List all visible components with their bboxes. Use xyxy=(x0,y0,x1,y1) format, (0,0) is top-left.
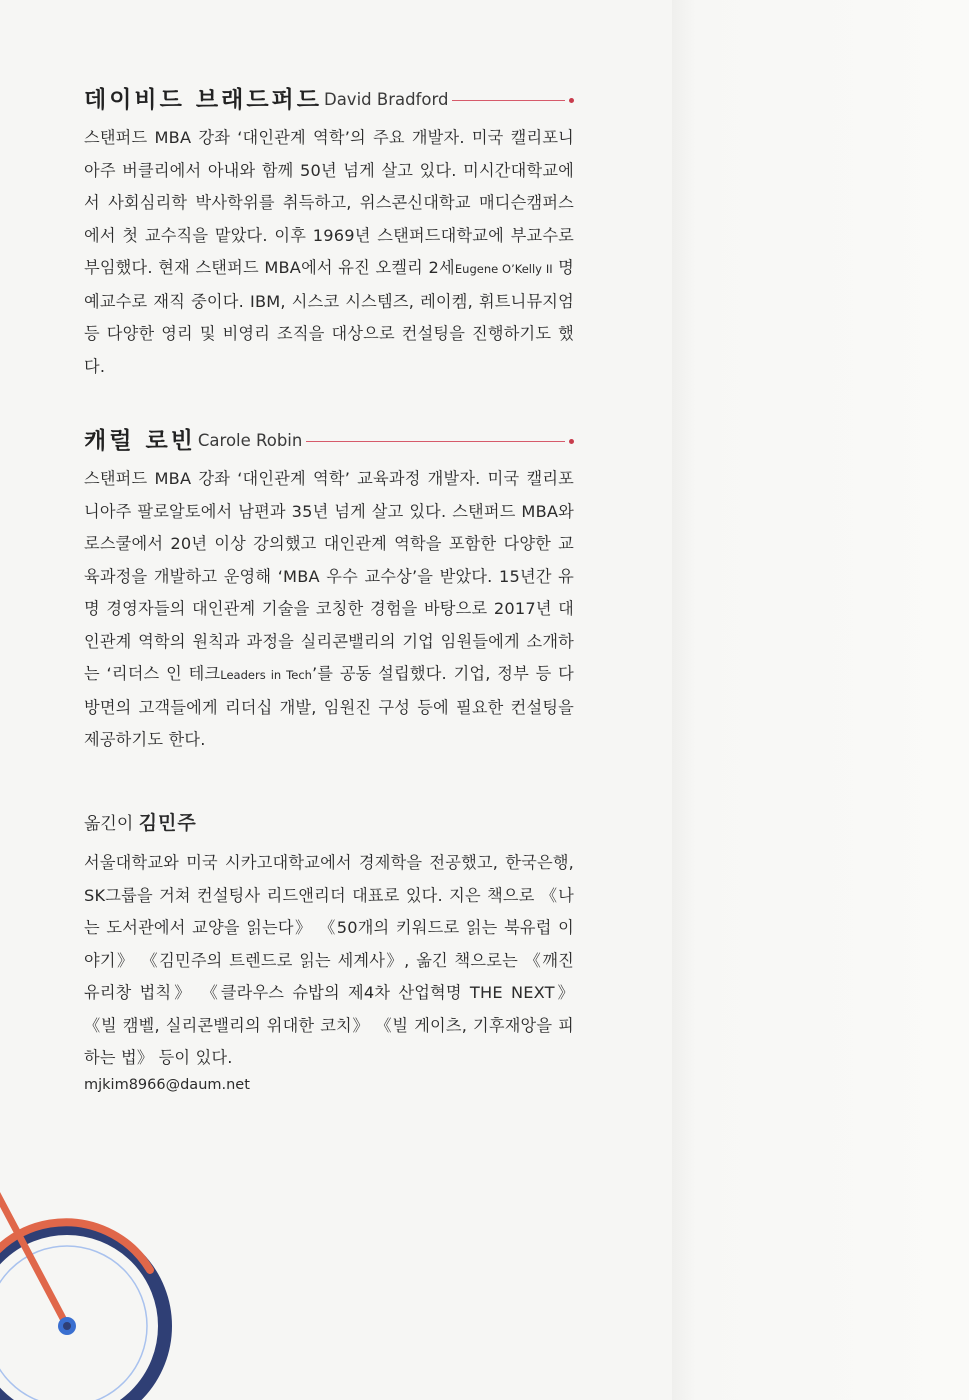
bio-text: 스탠퍼드 MBA 강좌 ‘대인관계 역학’ 교육과정 개발자. 미국 캘리포니아주 팔로알토에서 남편과 35년 넘게 살고 있다. 스탠퍼드 MBA와 로스쿨에서 20년 이상 강의했고 대인관계 역학을 포함한 다양한 교육과정을 개발하고 운영해 ‘MBA 우수 교수상’을 받았다. 15년간 유명 경영자들의 대인관계 기술을 코칭한 경험을 바탕으로 2017년 대인관계 역학의 원칙과 과정을 실리콘밸리의 기업 임원들에게 소개하는 ‘리더스 인 테크 xyxy=(84,469,574,683)
author-bio xyxy=(84,122,574,383)
translator-bio: 서울대학교와 미국 시카고대학교에서 경제학을 전공했고, 한국은행, SK그룹을 거쳐 컨설팅사 리드앤리더 대표로 있다. 지은 책으로 《나는 도서관에서 교양을 읽는다》 《50개의 키워드로 읽는 북유럽 이야기》 《김민주의 트렌드로 읽는 세계사》, 옮긴 책으로는 《깨진 유리창 법칙》 《클라우스 슈밥의 제4차 산업혁명 THE NEXT》 《빌 캠벨, 실리콘밸리의 위대한 코치》 《빌 게이츠, 기후재앙을 피하는 법》 등이 있다. xyxy=(84,853,574,1067)
author-david-bradford xyxy=(84,80,574,383)
author-heading xyxy=(84,80,574,114)
author-name-korean: 캐럴 로빈 xyxy=(84,426,196,454)
bio-english-name: Leaders in Tech xyxy=(220,668,312,682)
author-heading xyxy=(84,421,574,455)
translator-section xyxy=(84,808,574,1093)
translator-heading xyxy=(84,808,574,835)
author-name-english: David Bradford xyxy=(323,89,449,109)
translator-name: 김민주 xyxy=(138,812,197,834)
page-edge-shade xyxy=(672,0,969,1400)
bio-text-continued: ’를 공동 설립했다. 기업, 정부 등 다방면의 고객들에게 리더십 개발, 임원진 구성 등에 필요한 컨설팅을 제공하기도 한다. xyxy=(84,664,574,749)
author-carole-robin xyxy=(84,421,574,757)
heading-dot xyxy=(569,439,574,444)
translator-label: 옮긴이 xyxy=(84,814,134,834)
bio-text-continued: 명예교수로 재직 중이다. IBM, 시스코 시스템즈, 레이켐, 휘트니뮤지엄 등 다양한 영리 및 비영리 조직을 대상으로 컨설팅을 진행하기도 했다. xyxy=(84,258,575,376)
bicycle-wheel-illustration xyxy=(0,1190,180,1400)
author-name-english: Carole Robin xyxy=(197,430,303,450)
wheel-axle xyxy=(63,1322,71,1330)
heading-rule xyxy=(306,441,565,442)
bio-english-name: Eugene O’Kelly II xyxy=(454,262,553,276)
bio-text: 스탠퍼드 MBA 강좌 ‘대인관계 역학’의 주요 개발자. 미국 캘리포니아주 버클리에서 아내와 함께 50년 넘게 살고 있다. 미시간대학교에서 사회심리학 박사학위를 취득하고, 위스콘신대학교 매디슨캠퍼스에서 첫 교수직을 맡았다. 이후 1969년 스탠퍼드대학교에 부교수로 부임했다. 현재 스탠퍼드 MBA에서 유진 오켈리 2세 xyxy=(84,128,574,277)
wheel-fork xyxy=(0,1190,67,1326)
heading-rule xyxy=(452,100,565,101)
author-name-korean: 데이비드 브래드퍼드 xyxy=(84,85,322,113)
heading-dot xyxy=(569,98,574,103)
author-bio xyxy=(84,463,574,757)
translator-email: mjkim8966@daum.net xyxy=(84,1076,250,1093)
